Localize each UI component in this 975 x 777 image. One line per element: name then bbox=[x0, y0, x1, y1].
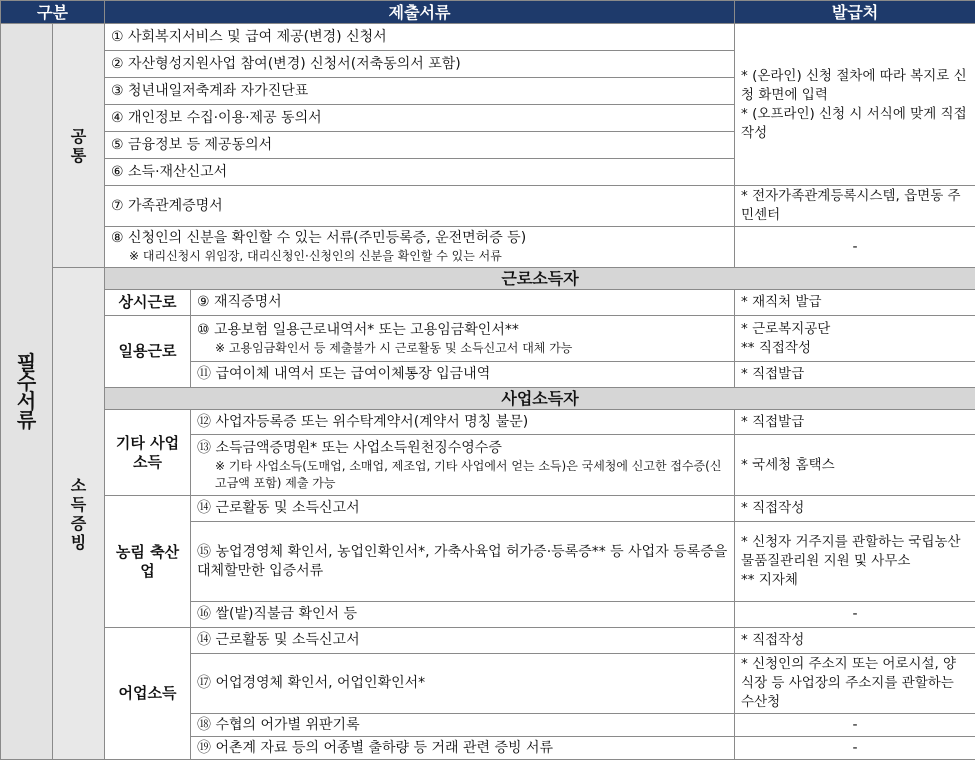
item-13: ⑬ 소득금액증명원* 또는 사업소득원천징수영수증 ※ 기타 사업소득(도매업, 소매업, 제조업, 기타 사업에서 얻는 소득)은 국세청에 신고한 접수증(신고금액 포함) 제출 가능 bbox=[191, 435, 735, 496]
item-16: ⑯ 쌀(밭)직불금 확인서 등 bbox=[191, 602, 735, 628]
item-19: ⑲ 어촌계 자료 등의 어종별 출하량 등 거래 관련 증빙 서류 bbox=[191, 737, 735, 760]
issuer-19: - bbox=[735, 737, 975, 760]
regular-work-label: 상시근로 bbox=[105, 290, 191, 316]
item-15: ⑮ 농업경영체 확인서, 농업인확인서*, 가축사육업 허가증·등록증** 등 사업자 등록증을 대체할만한 입증서류 bbox=[191, 522, 735, 602]
business-earner-band: 사업소득자 bbox=[105, 388, 975, 410]
farm-item-14: ⑭ 근로활동 및 소득신고서 bbox=[191, 496, 735, 522]
common-issuer: * (온라인) 신청 절차에 따라 복지로 신청 화면에 입력 * (오프라인) 신청 시 서식에 맞게 직접 작성 bbox=[735, 24, 975, 186]
fish-issuer-14: * 직접작성 bbox=[735, 628, 975, 654]
item-9: ⑨ 재직증명서 bbox=[191, 290, 735, 316]
issuer-12: * 직접발급 bbox=[735, 410, 975, 435]
farming-label: 농림 축산업 bbox=[105, 496, 191, 628]
common-item-2: ② 자산형성지원사업 참여(변경) 신청서(저축동의서 포함) bbox=[105, 51, 735, 78]
common-label: 공통 bbox=[53, 24, 105, 268]
common-item-6: ⑥ 소득·재산신고서 bbox=[105, 159, 735, 186]
common-item-8: ⑧ 신청인의 신분을 확인할 수 있는 서류(주민등록증, 운전면허증 등) ※ 대리신청시 위임장, 대리신청인·신청인의 신분을 확인할 수 있는 서류 bbox=[105, 227, 735, 268]
required-docs-label: 필수서류 bbox=[1, 24, 53, 760]
item-10: ⑩ 고용보험 일용근로내역서* 또는 고용임금확인서** ※ 고용임금확인서 등 제출불가 시 근로활동 및 소득신고서 대체 가능 bbox=[191, 316, 735, 362]
income-proof-label: 소득증빙 bbox=[53, 268, 105, 760]
common-item-5: ⑤ 금융정보 등 제공동의서 bbox=[105, 132, 735, 159]
issuer-17: * 신청인의 주소지 또는 어로시설, 양식장 등 사업장의 주소지를 관할하는 수산청 bbox=[735, 654, 975, 714]
table-header bbox=[1, 1, 975, 24]
fish-item-14: ⑭ 근로활동 및 소득신고서 bbox=[191, 628, 735, 654]
header-category: 구분 bbox=[1, 1, 105, 24]
farm-issuer-14: * 직접작성 bbox=[735, 496, 975, 522]
common-item-3: ③ 청년내일저축계좌 자가진단표 bbox=[105, 78, 735, 105]
header-issuer: 발급처 bbox=[735, 1, 975, 24]
wage-earner-band: 근로소득자 bbox=[105, 268, 975, 290]
issuer-18: - bbox=[735, 714, 975, 737]
header-documents: 제출서류 bbox=[105, 1, 735, 24]
common-issuer-8: - bbox=[735, 227, 975, 268]
common-item-1: ① 사회복지서비스 및 급여 제공(변경) 신청서 bbox=[105, 24, 735, 51]
item-11: ⑪ 급여이체 내역서 또는 급여이체통장 입금내역 bbox=[191, 362, 735, 388]
issuer-9: * 재직처 발급 bbox=[735, 290, 975, 316]
issuer-10: * 근로복지공단 ** 직접작성 bbox=[735, 316, 975, 362]
issuer-16: - bbox=[735, 602, 975, 628]
other-business-label: 기타 사업소득 bbox=[105, 410, 191, 496]
common-item-4: ④ 개인정보 수집·이용·제공 동의서 bbox=[105, 105, 735, 132]
fishery-label: 어업소득 bbox=[105, 628, 191, 760]
issuer-15: * 신청자 거주지를 관할하는 국립농산물품질관리원 지원 및 사무소 ** 지자체 bbox=[735, 522, 975, 602]
item-12: ⑫ 사업자등록증 또는 위수탁계약서(계약서 명칭 불문) bbox=[191, 410, 735, 435]
issuer-11: * 직접발급 bbox=[735, 362, 975, 388]
daily-work-label: 일용근로 bbox=[105, 316, 191, 388]
common-item-7: ⑦ 가족관계증명서 bbox=[105, 186, 735, 227]
issuer-13: * 국세청 홈택스 bbox=[735, 435, 975, 496]
common-issuer-7: * 전자가족관계등록시스템, 읍면동 주민센터 bbox=[735, 186, 975, 227]
item-18: ⑱ 수협의 어가별 위판기록 bbox=[191, 714, 735, 737]
item-17: ⑰ 어업경영체 확인서, 어업인확인서* bbox=[191, 654, 735, 714]
